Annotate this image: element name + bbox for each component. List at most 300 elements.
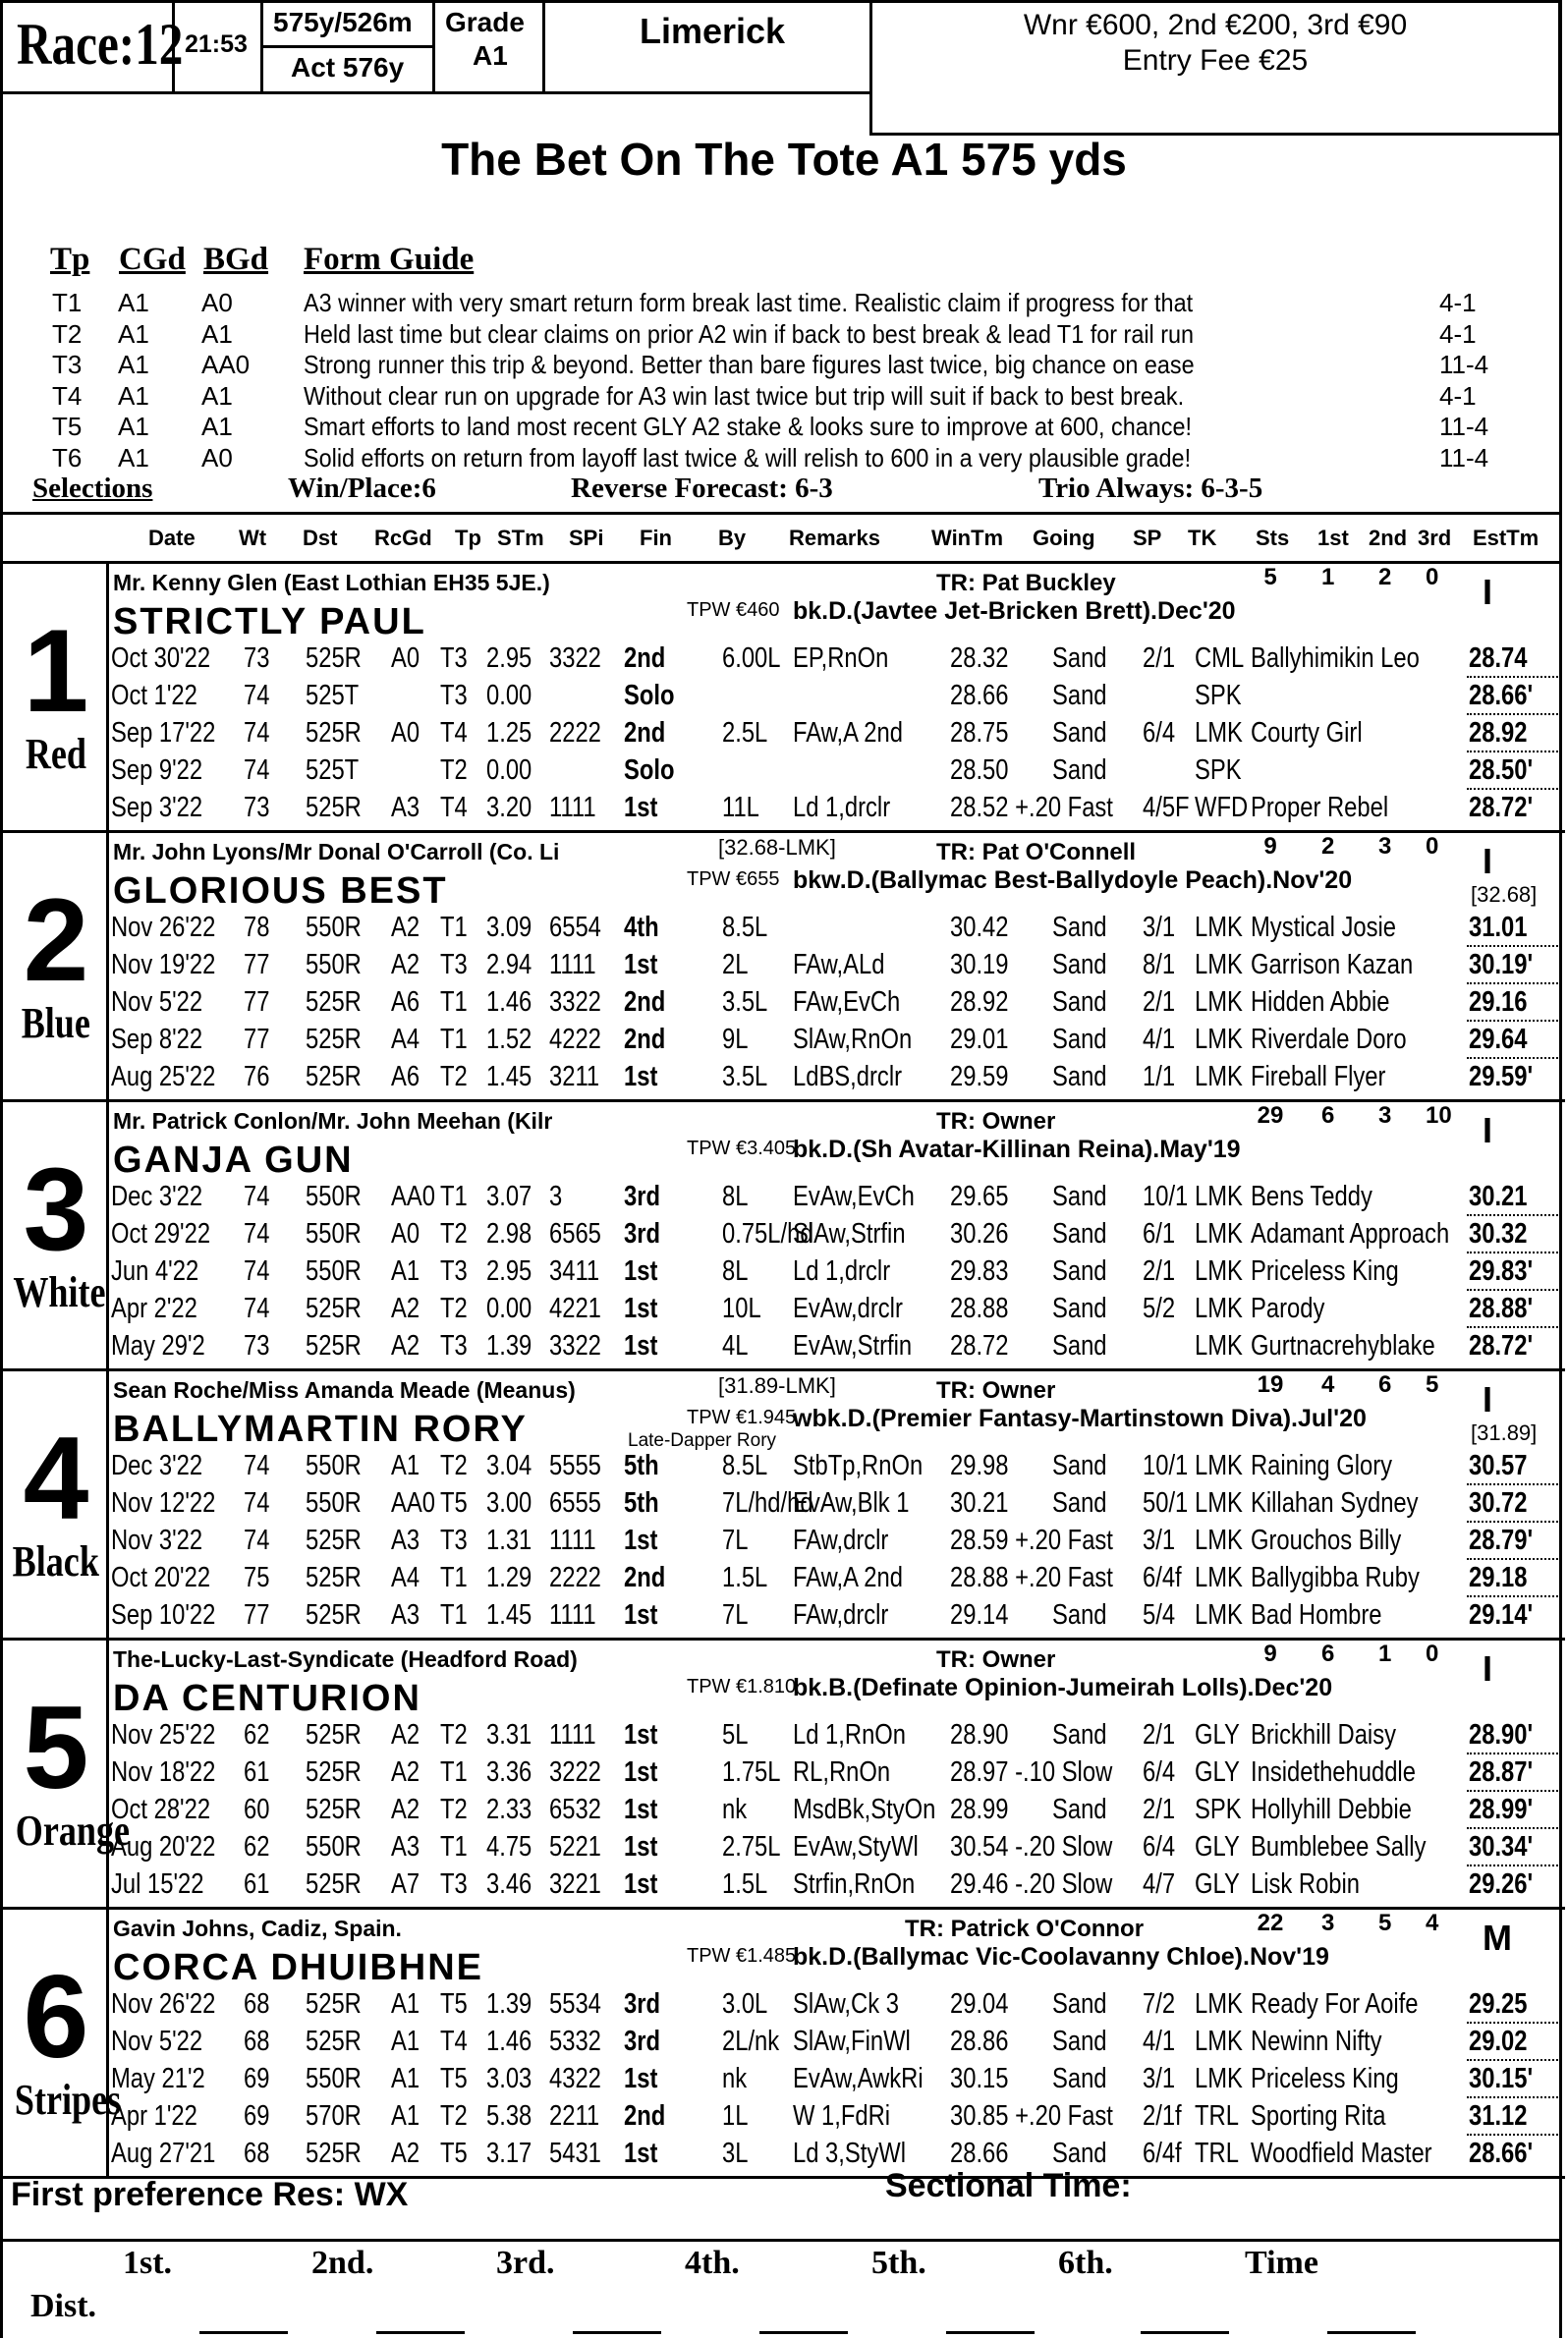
run-beaten-by: 6.00L <box>722 642 781 674</box>
run-trap: T3 <box>440 1868 468 1900</box>
form-guide-odds: 11-4 <box>1439 442 1489 473</box>
seconds-count: 3 <box>1378 833 1392 860</box>
run-win-time: 28.90 <box>950 1719 1009 1751</box>
run-track: TRL <box>1195 2138 1239 2169</box>
run-sectional: 1.31 <box>486 1525 532 1556</box>
run-sp: 2/1 <box>1143 642 1176 674</box>
run-remarks: FAw,A 2nd <box>793 1562 903 1593</box>
form-guide-cgd: A1 <box>118 412 149 441</box>
column-header: 3rd <box>1418 526 1452 550</box>
run-beaten-by: 3L <box>722 2138 749 2169</box>
run-weight: 74 <box>244 1487 270 1519</box>
run-sp: 6/4f <box>1143 1562 1182 1593</box>
run-weight: 78 <box>244 912 270 943</box>
best-time-right: [31.89] <box>1471 1420 1538 1445</box>
form-row <box>111 642 1561 678</box>
run-track: GLY <box>1195 1719 1240 1751</box>
form-row <box>111 1868 1561 1904</box>
form-row <box>111 2063 1561 2098</box>
run-sectional: 3.03 <box>486 2063 532 2094</box>
run-date: Oct 28'22 <box>111 1794 211 1825</box>
run-going: Sand <box>1052 1450 1107 1481</box>
run-track: SPK <box>1195 1794 1242 1825</box>
run-est-time: 28.87' <box>1469 1756 1534 1788</box>
run-remarks: Ld 1,drclr <box>793 1255 891 1287</box>
race-number: Race:12 <box>17 12 184 77</box>
run-trap: T2 <box>440 1293 468 1324</box>
run-positions: 1111 <box>549 1525 596 1556</box>
run-distance: 525R <box>306 1756 362 1788</box>
run-beaten-by: 7L/hd/hd <box>722 1487 813 1519</box>
run-winner: Bad Hombre <box>1251 1599 1382 1631</box>
run-date: Dec 3'22 <box>111 1181 203 1212</box>
distance-box <box>263 3 435 91</box>
run-beaten-by: 5L <box>722 1719 749 1751</box>
run-est-time: 29.59' <box>1469 1061 1534 1092</box>
run-finish: 2nd <box>624 1562 666 1593</box>
form-row <box>111 949 1561 984</box>
run-distance: 550R <box>306 1218 362 1250</box>
run-finish: 3rd <box>624 1988 661 2020</box>
run-finish: Solo <box>624 754 675 786</box>
run-winner: Brickhill Daisy <box>1251 1719 1396 1751</box>
owner: Mr. Kenny Glen (East Lothian EH35 5JE.) <box>113 570 550 595</box>
form-guide-tp: T1 <box>52 288 83 317</box>
owner: Mr. John Lyons/Mr Donal O'Carroll (Co. Li <box>113 839 560 864</box>
placing-label: Time <box>1245 2245 1318 2281</box>
run-sectional: 1.45 <box>486 1061 532 1092</box>
tpw: TPW €655 <box>687 868 780 890</box>
run-track: LMK <box>1195 1562 1243 1593</box>
run-positions: 1111 <box>549 949 596 980</box>
run-distance: 525R <box>306 1562 362 1593</box>
run-date: Sep 9'22 <box>111 754 203 786</box>
run-going: Sand <box>1052 680 1107 711</box>
run-positions: 3322 <box>549 642 601 674</box>
tpw: TPW €1.945 <box>687 1407 797 1428</box>
run-remarks: Ld 1,RnOn <box>793 1719 907 1751</box>
run-distance: 525R <box>306 1794 362 1825</box>
run-beaten-by: 1.5L <box>722 1868 768 1900</box>
run-beaten-by: 8L <box>722 1255 749 1287</box>
run-grade: A2 <box>391 1719 420 1751</box>
trap-number: 4 <box>23 1413 89 1544</box>
run-track: LMK <box>1195 1061 1243 1092</box>
run-track: LMK <box>1195 1599 1243 1631</box>
run-beaten-by: 7L <box>722 1525 749 1556</box>
runner-block <box>3 833 1565 1102</box>
run-going: Sand <box>1052 2026 1107 2057</box>
run-est-time: 28.66' <box>1469 2138 1534 2169</box>
run-grade: A1 <box>391 2100 420 2132</box>
run-weight: 74 <box>244 1450 270 1481</box>
run-trap: T2 <box>440 1061 468 1092</box>
run-grade: A1 <box>391 1988 420 2020</box>
form-row <box>111 1794 1561 1829</box>
run-going: Sand <box>1052 986 1107 1018</box>
run-winner: Garrison Kazan <box>1251 949 1414 980</box>
run-sectional: 1.52 <box>486 1024 532 1055</box>
form-guide-odds: 11-4 <box>1439 412 1489 441</box>
form-row <box>111 1450 1561 1485</box>
trainer: TR: Patrick O'Connor <box>905 1916 1145 1942</box>
run-trap: T1 <box>440 1831 468 1863</box>
run-weight: 74 <box>244 717 270 749</box>
seconds-count: 3 <box>1378 1102 1392 1129</box>
run-trap: T4 <box>440 792 468 823</box>
run-track: LMK <box>1195 1525 1243 1556</box>
thirds-count: 0 <box>1426 833 1439 860</box>
form-row <box>111 1255 1561 1291</box>
run-beaten-by: 10L <box>722 1293 761 1324</box>
run-sectional: 2.95 <box>486 1255 532 1287</box>
run-date: Sep 3'22 <box>111 792 203 823</box>
run-win-time: 28.88 +.20 Fast <box>950 1562 1113 1593</box>
form-guide-text: Strong runner this trip & beyond. Better than bare figures last twice, big chance on ease <box>304 350 1195 379</box>
run-going: Sand <box>1052 1330 1107 1362</box>
form-guide-text: Without clear run on upgrade for A3 win last twice but trip will suit if back to best break. <box>304 380 1185 411</box>
run-positions: 6555 <box>549 1487 601 1519</box>
run-trap: T3 <box>440 680 468 711</box>
run-win-time: 29.04 <box>950 1988 1009 2020</box>
run-trap: T5 <box>440 1988 468 2020</box>
placing-blank[interactable] <box>1141 2331 1229 2334</box>
run-positions: 4222 <box>549 1024 601 1055</box>
run-win-time: 28.59 +.20 Fast <box>950 1525 1113 1556</box>
run-est-time: 30.19' <box>1469 949 1534 980</box>
wins-count: 6 <box>1321 1102 1335 1129</box>
run-sp: 8/1 <box>1143 949 1176 980</box>
trap-colour: Black <box>12 1537 100 1586</box>
run-going: Sand <box>1052 1218 1107 1250</box>
run-beaten-by: 8L <box>722 1181 749 1212</box>
run-est-time: 29.16 <box>1469 986 1528 1018</box>
run-positions: 3222 <box>549 1756 601 1788</box>
run-positions: 3 <box>549 1181 563 1212</box>
run-track: LMK <box>1195 1293 1243 1324</box>
run-sectional: 1.46 <box>486 2026 532 2057</box>
run-win-time: 30.21 <box>950 1487 1009 1519</box>
run-grade: A6 <box>391 986 420 1018</box>
run-weight: 62 <box>244 1719 270 1751</box>
run-sp: 50/1 <box>1143 1487 1189 1519</box>
form-guide-tp: T4 <box>52 380 83 411</box>
run-weight: 74 <box>244 1525 270 1556</box>
run-finish: 1st <box>624 2138 658 2169</box>
run-winner: Ballygibba Ruby <box>1251 1562 1420 1593</box>
wins-count: 2 <box>1321 833 1335 860</box>
run-beaten-by: 2L <box>722 949 749 980</box>
run-est-time: 31.01 <box>1469 912 1528 943</box>
run-winner: Insidethehuddle <box>1251 1756 1416 1788</box>
run-date: Sep 10'22 <box>111 1599 216 1631</box>
column-header: EstTm <box>1473 526 1540 550</box>
seconds-count: 5 <box>1378 1910 1392 1936</box>
run-sectional: 3.31 <box>486 1719 532 1751</box>
form-guide-row <box>25 319 1508 349</box>
form-guide-text: Smart efforts to land most recent GLY A2 stake & looks sure to improve at 600, chance! <box>304 412 1192 441</box>
run-positions: 2211 <box>549 2100 600 2132</box>
run-finish: 1st <box>624 792 658 823</box>
placing-blank[interactable] <box>1327 2331 1416 2334</box>
run-track: LMK <box>1195 2026 1243 2057</box>
run-weight: 74 <box>244 754 270 786</box>
run-date: Aug 27'21 <box>111 2138 216 2169</box>
run-est-time: 28.74 <box>1469 642 1528 674</box>
run-remarks: FAw,A 2nd <box>793 717 903 749</box>
column-header: 1st <box>1317 526 1349 550</box>
run-weight: 68 <box>244 2138 270 2169</box>
run-remarks: SlAw,FinWl <box>793 2026 911 2057</box>
run-winner: Newinn Nifty <box>1251 2026 1382 2057</box>
run-date: Nov 25'22 <box>111 1719 216 1751</box>
form-row <box>111 1756 1561 1792</box>
run-est-time: 30.34' <box>1469 1831 1534 1863</box>
form-guide-row <box>25 381 1508 411</box>
run-remarks: FAw,EvCh <box>793 986 901 1018</box>
run-positions: 1111 <box>549 1599 596 1631</box>
form-row <box>111 717 1561 752</box>
run-winner: Bens Teddy <box>1251 1181 1372 1212</box>
trap-number: 5 <box>23 1682 89 1813</box>
run-date: Nov 5'22 <box>111 2026 203 2057</box>
column-header: TK <box>1188 526 1217 550</box>
venue: Limerick <box>640 11 786 51</box>
starts-count: 9 <box>1263 833 1277 860</box>
run-going: Sand <box>1052 717 1107 749</box>
run-positions: 1111 <box>549 1719 596 1751</box>
run-winner: Hidden Abbie <box>1251 986 1390 1018</box>
run-date: Oct 30'22 <box>111 642 211 674</box>
run-track: LMK <box>1195 1181 1243 1212</box>
run-finish: 4th <box>624 912 659 943</box>
run-est-time: 30.21 <box>1469 1181 1528 1212</box>
run-track: SPK <box>1195 754 1242 786</box>
run-beaten-by: 1.5L <box>722 1562 768 1593</box>
race-title: The Bet On The Tote A1 575 yds <box>441 134 1127 185</box>
run-sectional: 0.00 <box>486 754 532 786</box>
run-distance: 550R <box>306 1831 362 1863</box>
run-finish: 3rd <box>624 2026 661 2057</box>
run-finish: 1st <box>624 1525 658 1556</box>
column-header: Sts <box>1256 526 1290 550</box>
form-guide-text: Solid efforts on return from layoff last twice & will relish to 600 in a very plausible grade! <box>304 442 1192 473</box>
run-grade: A0 <box>391 1218 420 1250</box>
run-going: Sand <box>1052 949 1107 980</box>
placing-blank[interactable] <box>573 2331 661 2334</box>
run-weight: 73 <box>244 642 270 674</box>
placing-blank[interactable] <box>199 2331 288 2334</box>
race-time-box <box>175 3 263 91</box>
run-distance: 525R <box>306 2138 362 2169</box>
run-going: Sand <box>1052 1061 1107 1092</box>
run-positions: 3221 <box>549 1868 601 1900</box>
breeding: bkw.D.(Ballymac Best-Ballydoyle Peach).Nov'20 <box>793 866 1353 894</box>
starts-count: 22 <box>1257 1910 1284 1936</box>
run-finish: 1st <box>624 1831 658 1863</box>
run-trap: T1 <box>440 1024 468 1055</box>
run-grade: A1 <box>391 1255 420 1287</box>
run-est-time: 29.26' <box>1469 1868 1534 1900</box>
run-going: Sand <box>1052 1719 1107 1751</box>
trap-number: 1 <box>23 605 89 737</box>
run-sp: 6/4 <box>1143 1756 1176 1788</box>
form-row <box>111 1599 1561 1635</box>
run-date: Dec 3'22 <box>111 1450 203 1481</box>
breeding: bk.D.(Ballymac Vic-Coolavanny Chloe).Nov'19 <box>793 1943 1329 1971</box>
run-win-time: 29.14 <box>950 1599 1009 1631</box>
run-sectional: 2.98 <box>486 1218 532 1250</box>
placing-label: 3rd. <box>496 2245 555 2281</box>
run-finish: 1st <box>624 1868 658 1900</box>
run-grade: A2 <box>391 912 420 943</box>
run-distance: 525R <box>306 986 362 1018</box>
run-finish: Solo <box>624 680 675 711</box>
run-winner: Proper Rebel <box>1251 792 1389 823</box>
run-sectional: 5.38 <box>486 2100 532 2132</box>
run-sectional: 1.39 <box>486 1988 532 2020</box>
placing-blank[interactable] <box>759 2331 848 2334</box>
placing-blank[interactable] <box>946 2331 1035 2334</box>
column-header: RcGd <box>374 526 432 550</box>
wins-count: 4 <box>1321 1371 1335 1398</box>
run-trap: T2 <box>440 1794 468 1825</box>
run-trap: T3 <box>440 1330 468 1362</box>
dist-label: Dist. <box>30 2288 97 2324</box>
race-time: 21:53 <box>185 30 248 58</box>
run-weight: 77 <box>244 1024 270 1055</box>
run-remarks: W 1,FdRi <box>793 2100 891 2132</box>
run-trap: T2 <box>440 2100 468 2132</box>
runner-block <box>3 564 1565 833</box>
run-track: LMK <box>1195 949 1243 980</box>
run-finish: 1st <box>624 1719 658 1751</box>
run-distance: 525R <box>306 1988 362 2020</box>
run-winner: Parody <box>1251 1293 1325 1324</box>
run-date: Sep 17'22 <box>111 717 216 749</box>
run-win-time: 28.66 <box>950 2138 1009 2169</box>
form-row <box>111 1831 1561 1866</box>
run-beaten-by: nk <box>722 2063 748 2094</box>
form-row <box>111 792 1561 827</box>
run-finish: 2nd <box>624 986 666 1018</box>
run-distance: 525R <box>306 1061 362 1092</box>
placing-label: 6th. <box>1058 2245 1113 2281</box>
run-beaten-by: 1L <box>722 2100 749 2132</box>
run-beaten-by: 9L <box>722 1024 749 1055</box>
form-guide-text: Held last time but clear claims on prior A2 win if back to best break & lead T1 for rail run <box>304 318 1195 349</box>
best-time-right: [32.68] <box>1471 882 1538 907</box>
grade-mark: I <box>1483 572 1493 612</box>
prize-money: Wnr €600, 2nd €200, 3rd €90 <box>1023 9 1408 41</box>
run-sp: 6/1 <box>1143 1218 1176 1250</box>
run-sectional: 3.00 <box>486 1487 532 1519</box>
best-time-bracket: [32.68-LMK] <box>718 835 836 860</box>
form-guide-row <box>25 350 1508 379</box>
form-guide-cgd: A1 <box>118 288 149 317</box>
run-grade: A2 <box>391 1293 420 1324</box>
run-win-time: 28.99 <box>950 1794 1009 1825</box>
run-est-time: 29.25 <box>1469 1988 1528 2020</box>
run-weight: 74 <box>244 1255 270 1287</box>
run-win-time: 29.59 <box>950 1061 1009 1092</box>
run-remarks: SlAw,RnOn <box>793 1024 913 1055</box>
run-beaten-by: nk <box>722 1794 748 1825</box>
run-distance: 550R <box>306 1181 362 1212</box>
run-date: Jul 15'22 <box>111 1868 204 1900</box>
thirds-count: 0 <box>1426 1641 1439 1667</box>
form-row <box>111 1562 1561 1597</box>
run-remarks: SlAw,Ck 3 <box>793 1988 899 2020</box>
actual-distance: Act 576y <box>291 52 405 83</box>
run-positions: 3322 <box>549 986 601 1018</box>
form-row <box>111 2100 1561 2136</box>
run-trap: T1 <box>440 912 468 943</box>
run-distance: 525R <box>306 1599 362 1631</box>
placing-blank[interactable] <box>376 2331 465 2334</box>
form-guide-tp: T3 <box>52 350 83 379</box>
run-trap: T5 <box>440 1487 468 1519</box>
run-sectional: 1.39 <box>486 1330 532 1362</box>
run-grade: A1 <box>391 2063 420 2094</box>
run-sectional: 3.36 <box>486 1756 532 1788</box>
run-weight: 76 <box>244 1061 270 1092</box>
column-header: SPi <box>569 526 604 550</box>
run-date: Nov 5'22 <box>111 986 203 1018</box>
run-win-time: 28.50 <box>950 754 1009 786</box>
run-win-time: 28.86 <box>950 2026 1009 2057</box>
run-weight: 74 <box>244 680 270 711</box>
form-guide-bgd: A1 <box>201 318 233 349</box>
run-grade: A3 <box>391 1831 420 1863</box>
run-trap: T2 <box>440 754 468 786</box>
selections-label: Selections <box>32 473 153 504</box>
run-track: TRL <box>1195 2100 1239 2132</box>
run-grade: A0 <box>391 642 420 674</box>
run-weight: 69 <box>244 2100 270 2132</box>
form-row <box>111 1293 1561 1328</box>
run-finish: 3rd <box>624 1218 661 1250</box>
run-win-time: 28.52 +.20 Fast <box>950 792 1113 823</box>
run-beaten-by: 2.75L <box>722 1831 781 1863</box>
breeding: wbk.D.(Premier Fantasy-Martinstown Diva).Jul'20 <box>793 1405 1367 1432</box>
run-trap: T4 <box>440 717 468 749</box>
seconds-count: 1 <box>1378 1641 1392 1667</box>
run-win-time: 29.98 <box>950 1450 1009 1481</box>
run-track: LMK <box>1195 1255 1243 1287</box>
form-row <box>111 754 1561 790</box>
run-weight: 74 <box>244 1181 270 1212</box>
run-winner: Adamant Approach <box>1251 1218 1450 1250</box>
run-weight: 77 <box>244 986 270 1018</box>
tpw: TPW €1.485 <box>687 1945 797 1967</box>
run-trap: T1 <box>440 1599 468 1631</box>
run-winner: Courty Girl <box>1251 717 1363 749</box>
owner: Mr. Patrick Conlon/Mr. John Meehan (Kilr <box>113 1108 553 1134</box>
run-weight: 61 <box>244 1756 270 1788</box>
dog-name: GLORIOUS BEST <box>113 870 448 912</box>
run-winner: Ballyhimikin Leo <box>1251 642 1420 674</box>
run-grade: AA0 <box>391 1181 435 1212</box>
run-beaten-by: 11L <box>722 792 759 823</box>
run-finish: 2nd <box>624 717 666 749</box>
run-distance: 525T <box>306 680 360 711</box>
run-sectional: 3.17 <box>486 2138 532 2169</box>
column-header: Dst <box>303 526 338 550</box>
run-grade: A2 <box>391 2138 420 2169</box>
trap-colour: White <box>13 1268 106 1316</box>
run-trap: T3 <box>440 1525 468 1556</box>
